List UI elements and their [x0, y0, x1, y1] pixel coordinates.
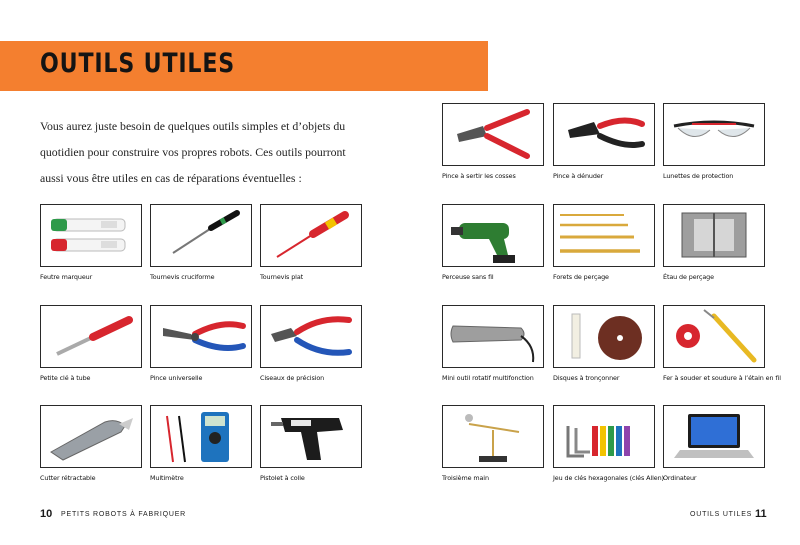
- tool-image-frame: [40, 405, 142, 468]
- tool-card-soldering-iron: [663, 305, 781, 382]
- tool-card-drill-bits: [553, 204, 655, 281]
- tool-caption: Disques à tronçonner: [553, 374, 620, 382]
- tool-card-cutters: [260, 305, 362, 382]
- tool-card-pliers: [150, 305, 252, 382]
- right-page-number: 11: [755, 508, 767, 520]
- tool-image-frame: [442, 204, 544, 267]
- wire-stripper-icon: [554, 104, 654, 165]
- tool-caption: Fer à souder et soudure à l’étain en fil: [663, 374, 781, 382]
- tool-image-frame: [663, 103, 765, 166]
- tool-card-marker: [40, 204, 142, 281]
- allen-keys-icon: [554, 406, 654, 467]
- left-running-footer: PETITS ROBOTS À FABRIQUER: [61, 511, 187, 518]
- tool-caption: Pince universelle: [150, 374, 203, 382]
- tool-caption: Petite clé à tube: [40, 374, 91, 382]
- vise-icon: [664, 205, 764, 266]
- page-title: OUTILS UTILES: [40, 48, 236, 79]
- tool-caption: Mini outil rotatif multifonction: [442, 374, 534, 382]
- tool-caption: Jeu de clés hexagonales (clés Allen): [553, 474, 664, 482]
- tool-caption: Troisième main: [442, 474, 489, 482]
- tool-card-multimeter: [150, 405, 252, 482]
- tool-image-frame: [553, 103, 655, 166]
- tool-image-frame: [663, 405, 765, 468]
- flat-screwdriver-icon: [261, 205, 361, 266]
- tool-image-frame: [663, 204, 765, 267]
- tool-image-frame: [442, 405, 544, 468]
- tool-card-crimper: [442, 103, 544, 180]
- tool-image-frame: [40, 204, 142, 267]
- tool-image-frame: [40, 305, 142, 368]
- tool-image-frame: [260, 405, 362, 468]
- tool-card-safety-glasses: [663, 103, 765, 180]
- tool-caption: Ordinateur: [663, 474, 697, 482]
- right-running-footer: OUTILS UTILES: [690, 511, 753, 518]
- crimper-icon: [443, 104, 543, 165]
- drill-icon: [443, 205, 543, 266]
- tool-image-frame: [260, 204, 362, 267]
- drill-bits-icon: [554, 205, 654, 266]
- tool-caption: Cutter rétractable: [40, 474, 96, 482]
- tool-card-drill: [442, 204, 544, 281]
- tool-caption: Ciseaux de précision: [260, 374, 325, 382]
- marker-icon: [41, 205, 141, 266]
- tool-card-cutting-discs: [553, 305, 655, 382]
- tool-image-frame: [663, 305, 765, 368]
- rotary-tool-icon: [443, 306, 543, 367]
- tool-caption: Multimètre: [150, 474, 184, 482]
- left-page-number: 10: [40, 508, 53, 520]
- helping-hands-icon: [443, 406, 543, 467]
- tool-image-frame: [553, 405, 655, 468]
- tool-card-flat-screwdriver: [260, 204, 362, 281]
- tool-card-nut-driver: [40, 305, 142, 382]
- tool-caption: Étau de perçage: [663, 273, 714, 281]
- tool-card-laptop: [663, 405, 765, 482]
- tool-image-frame: [442, 103, 544, 166]
- tool-caption: Pince à dénuder: [553, 172, 604, 180]
- tool-card-utility-knife: [40, 405, 142, 482]
- tool-image-frame: [553, 305, 655, 368]
- laptop-icon: [664, 406, 764, 467]
- pliers-icon: [151, 306, 251, 367]
- tool-image-frame: [150, 204, 252, 267]
- soldering-iron-icon: [664, 306, 764, 367]
- cutters-icon: [261, 306, 361, 367]
- tool-caption: Tournevis cruciforme: [150, 273, 215, 281]
- tool-caption: Pince à sertir les cosses: [442, 172, 516, 180]
- tool-card-helping-hands: [442, 405, 544, 482]
- tool-card-allen-keys: [553, 405, 664, 482]
- tool-caption: Pistolet à colle: [260, 474, 305, 482]
- tool-card-phillips-screwdriver: [150, 204, 252, 281]
- tool-card-rotary-tool: [442, 305, 544, 382]
- glue-gun-icon: [261, 406, 361, 467]
- tool-card-wire-stripper: [553, 103, 655, 180]
- phillips-screwdriver-icon: [151, 205, 251, 266]
- safety-glasses-icon: [664, 104, 764, 165]
- tool-caption: Feutre marqueur: [40, 273, 93, 281]
- tool-image-frame: [150, 305, 252, 368]
- tool-image-frame: [260, 305, 362, 368]
- tool-caption: Forets de perçage: [553, 273, 609, 281]
- multimeter-icon: [151, 406, 251, 467]
- tool-caption: Perceuse sans fil: [442, 273, 494, 281]
- cutting-discs-icon: [554, 306, 654, 367]
- tool-caption: Tournevis plat: [260, 273, 304, 281]
- tool-image-frame: [553, 204, 655, 267]
- utility-knife-icon: [41, 406, 141, 467]
- tool-card-glue-gun: [260, 405, 362, 482]
- nut-driver-icon: [41, 306, 141, 367]
- title-banner: [0, 41, 488, 91]
- tool-caption: Lunettes de protection: [663, 172, 734, 180]
- tool-image-frame: [150, 405, 252, 468]
- tool-image-frame: [442, 305, 544, 368]
- intro-paragraph: Vous aurez juste besoin de quelques outils simples et d’objets du quotidien pour construire vos propres robots. Ces outils pourront aussi vous être utiles en cas de réparations éventuelles :: [40, 119, 346, 185]
- tool-card-vise: [663, 204, 765, 281]
